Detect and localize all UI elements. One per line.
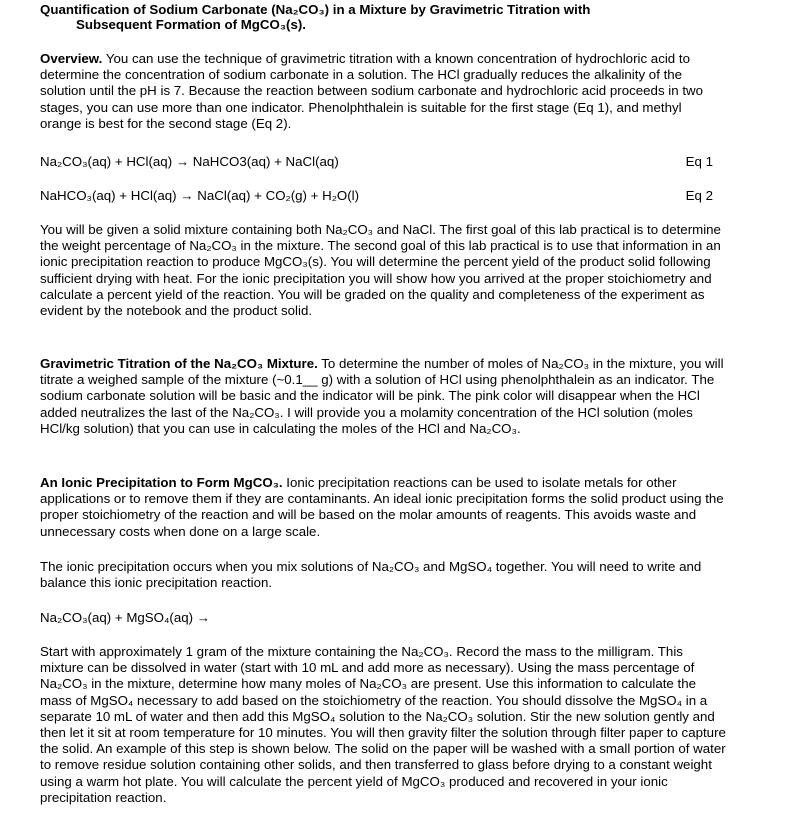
titration-paragraph (40, 356, 726, 437)
equation-1 (40, 154, 720, 170)
title-line-2: Subsequent Formation of MgCO₃(s). (76, 17, 306, 32)
overview-heading: Overview. (40, 51, 103, 66)
title-line-1: Quantification of Sodium Carbonate (Na₂CO₃) in a Mixture by Gravimetric Titration with (40, 2, 591, 17)
equation-2-text: NaHCO₃(aq) + HCl(aq) → NaCl(aq) + CO₂(g) + H₂O(l) (40, 188, 360, 203)
precipitation-heading: An Ionic Precipitation to Form MgCO₃. (40, 475, 283, 490)
mixing-text: The ionic precipitation occurs when you mix solutions of Na₂CO₃ and MgSO₄ together. You will need to write and balance this ionic precipitation reaction. (40, 559, 702, 591)
document-title (40, 2, 760, 32)
procedure-text: Start with approximately 1 gram of the mixture containing the Na₂CO₃. Record the mass to the milligram. This mixture can be dissolved in water (start with 10 mL and add more as necessary). Using the mass percentage of Na₂CO₃ in the mixture, determine how many moles of Na₂CO₃ are present. Use this information to calculate the mass of MgSO₄ necessary to add based on the stoichiometry of the reaction. You should dissolve the MgSO₄ in a separate 10 mL of water and then add this MgSO₄ solution to the Na₂CO₃ solution. Stir the new solution gently and then let it sit at room temperature for 10 minutes. You will then gravity filter the solution through filter paper to capture the solid. An example of this step is shown below. The solid on the paper will be washed with a small portion of water to remove residue solution containing other solids, and then transferred to glass before drying to a constant weight using a warm hot plate. You will calculate the percent yield of MgCO₃ produced and recovered in your ionic precipitation reaction. (40, 644, 726, 805)
equation-2 (40, 188, 720, 204)
precipitation-text: Ionic precipitation reactions can be used to isolate metals for other applications or to remove them if they are contaminants. An ideal ionic precipitation forms the solid product using the proper stoichiometry of the reaction and will be based on the molar amounts of reagents. This avoids waste and unnecessary costs when done on a large scale. (40, 475, 724, 539)
titration-text: To determine the number of moles of Na₂CO₃ in the mixture, you will titrate a weighed sample of the mixture (~0.1__ g) with a solution of HCl using phenolphthalein as an indicator. The sodium carbonate solution will be basic and the indicator will be pink. The pink color will disappear when the HCl added neutralizes the last of the Na₂CO₃. I will provide you a molamity concentration of the HCl solution (moles HCl/kg solution) that you can use in calculating the moles of the HCl and Na₂CO₃. (40, 356, 724, 436)
overview-text: You can use the technique of gravimetric titration with a known concentration of hydrochloric acid to determine the concentration of sodium carbonate in a solution. The HCl gradually reduces the alkalinity of the solution until the pH is 7. Because the reaction between sodium carbonate and hydrochloric acid proceeds in two stages, you can use more than one indicator. Phenolphthalein is suitable for the first stage (Eq 1), and methyl orange is best for the second stage (Eq 2). (40, 51, 704, 131)
equation-1-label: Eq 1 (685, 154, 713, 169)
mixing-paragraph (40, 559, 726, 591)
reaction-start (40, 610, 720, 626)
reaction-start-text: Na₂CO₃(aq) + MgSO₄(aq) → (40, 610, 211, 625)
goals-paragraph (40, 222, 726, 319)
titration-heading: Gravimetric Titration of the Na₂CO₃ Mixture. (40, 356, 318, 371)
procedure-paragraph (40, 644, 726, 806)
equation-1-text: Na₂CO₃(aq) + HCl(aq) → NaHCO3(aq) + NaCl(aq) (40, 154, 339, 169)
equation-2-label: Eq 2 (685, 188, 713, 203)
precipitation-paragraph (40, 475, 726, 540)
overview-paragraph (40, 51, 726, 132)
goals-text: You will be given a solid mixture containing both Na₂CO₃ and NaCl. The first goal of this lab practical is to determine the weight percentage of Na₂CO₃ in the mixture. The second goal of this lab practical is to use that information in an ionic precipitation reaction to produce MgCO₃(s). You will determine the percent yield of the product solid following sufficient drying with heat. For the ionic precipitation you will show how you arrived at the proper stoichiometry and calculate a percent yield of the reaction. You will be graded on the quality and completeness of the experiment as evident by the notebook and the product solid. (40, 222, 721, 319)
